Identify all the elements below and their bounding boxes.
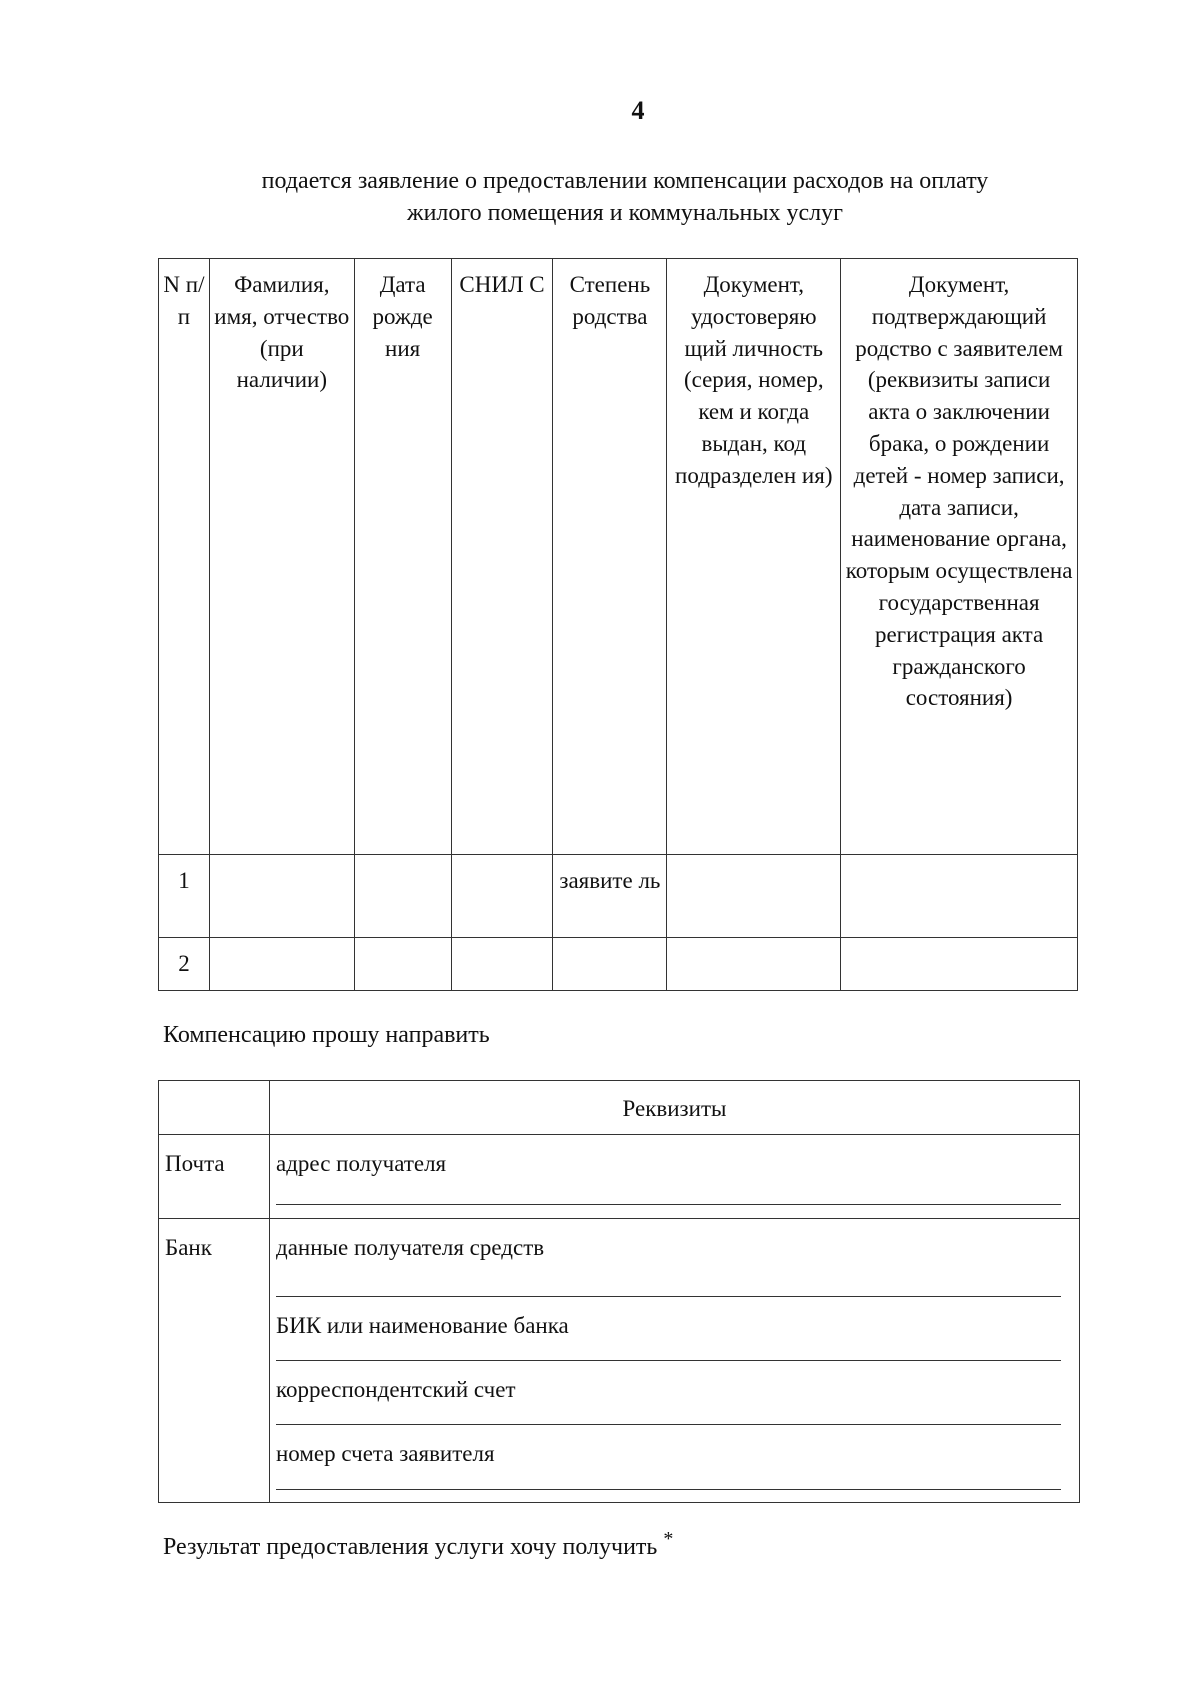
payment-header-row (159, 1081, 1080, 1135)
field-label: корреспондентский счет (276, 1377, 516, 1402)
header-snils: СНИЛ С (451, 259, 553, 855)
cell-birth-date (354, 938, 451, 991)
page-number: 4 (631, 96, 645, 125)
intro-line-1: подается заявление о предоставлении компенсации расходов на оплату (261, 168, 989, 194)
footnote-mark: * (663, 1528, 674, 1550)
payment-section-title: Компенсацию прошу направить (163, 1022, 490, 1048)
header-full-name: Фамилия, имя, отчество (при наличии) (209, 259, 354, 855)
cell-snils (451, 938, 553, 991)
field-label: адрес получателя (276, 1151, 447, 1176)
field-label: БИК или наименование банка (276, 1313, 569, 1338)
payment-header-empty (159, 1081, 270, 1135)
intro-text (160, 165, 1090, 229)
cell-identity-document (667, 938, 841, 991)
pochta-fields (270, 1135, 1080, 1219)
payment-header-requisites: Реквизиты (270, 1081, 1080, 1135)
header-number: N п/п (159, 259, 210, 855)
payment-table (158, 1080, 1080, 1503)
cell-full-name (209, 938, 354, 991)
field-recipient-data[interactable] (276, 1233, 1061, 1297)
payment-row-pochta (159, 1135, 1080, 1219)
persons-table (158, 258, 1078, 991)
result-text-line (163, 1528, 673, 1561)
header-identity-document: Документ, удостоверяю щий личность (серия, номер, кем и когда выдан, код подразделен ия) (667, 259, 841, 855)
cell-identity-document (667, 855, 841, 938)
cell-kinship (553, 938, 667, 991)
cell-kinship-document (841, 938, 1078, 991)
table-row (159, 855, 1078, 938)
cell-kinship-document (841, 855, 1078, 938)
field-applicant-account[interactable] (276, 1425, 1061, 1490)
header-kinship: Степень родства (553, 259, 667, 855)
method-bank: Банк (159, 1219, 270, 1503)
payment-row-bank (159, 1219, 1080, 1503)
persons-header-row (159, 259, 1078, 855)
method-pochta: Почта (159, 1135, 270, 1219)
cell-number: 1 (159, 855, 210, 938)
cell-full-name (209, 855, 354, 938)
cell-number: 2 (159, 938, 210, 991)
cell-birth-date (354, 855, 451, 938)
table-row (159, 938, 1078, 991)
header-birth-date: Дата рожде ния (354, 259, 451, 855)
field-bik-bank-name[interactable] (276, 1297, 1061, 1361)
header-kinship-document: Документ, подтверждающий родство с заявителем (реквизиты записи акта о заключении брака, о рождении детей - номер записи, дата записи, наименование органа, которым осуществлена государственная регистрация акта гражданского состояния) (841, 259, 1078, 855)
field-correspondent-account[interactable] (276, 1361, 1061, 1425)
result-text: Результат предоставления услуги хочу получить (163, 1534, 658, 1560)
field-label: данные получателя средств (276, 1235, 545, 1260)
intro-line-2: жилого помещения и коммунальных услуг (406, 200, 843, 226)
cell-kinship: заявите ль (553, 855, 667, 938)
field-recipient-address[interactable] (276, 1149, 1061, 1205)
field-label: номер счета заявителя (276, 1441, 495, 1466)
bank-fields (270, 1219, 1080, 1503)
cell-snils (451, 855, 553, 938)
